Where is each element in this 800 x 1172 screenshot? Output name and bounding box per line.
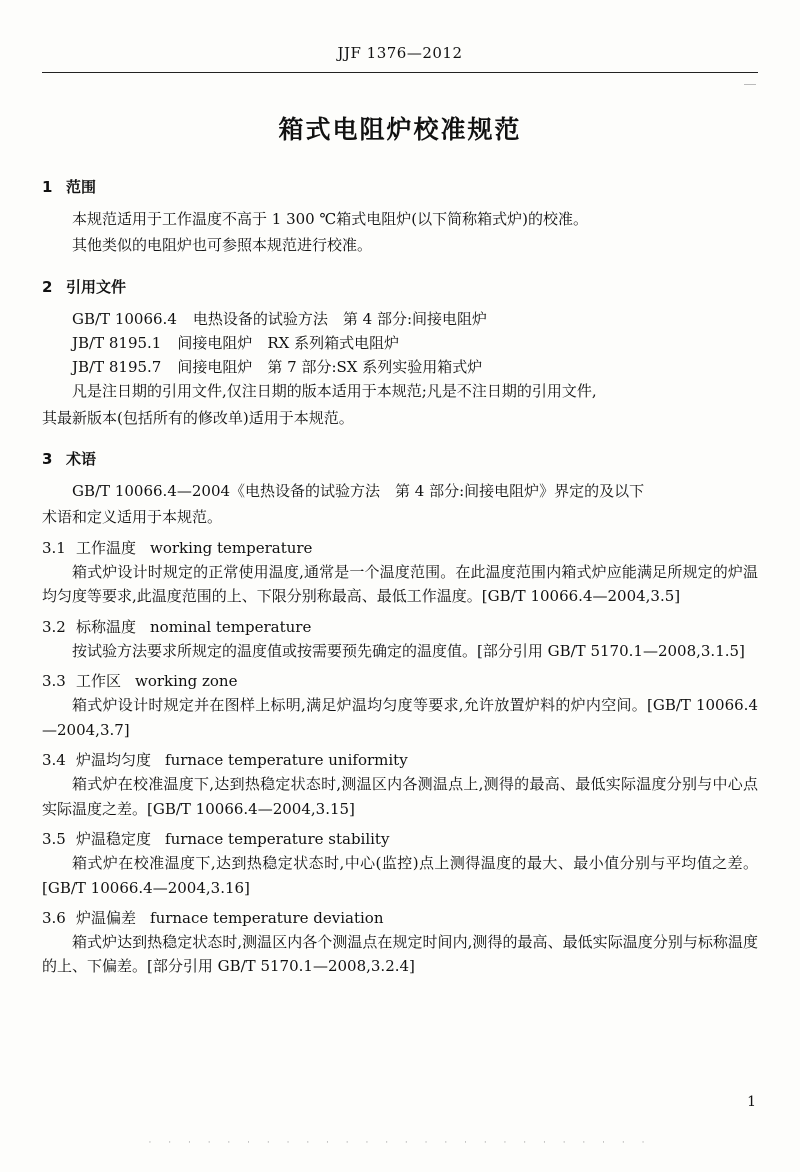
term-name-en: furnace temperature uniformity bbox=[165, 751, 408, 770]
footer-dot-row: · · · · · · · · · · · · · · · · · · · · · · · · · · bbox=[148, 1138, 652, 1148]
section-title-2: 引用文件 bbox=[66, 277, 127, 296]
term-name-cn: 工作温度 bbox=[76, 538, 137, 557]
section-2-paragraph-2: 其最新版本(包括所有的修改单)适用于本规范。 bbox=[42, 408, 354, 427]
section-number-1: 1 bbox=[42, 178, 53, 196]
section-title-3: 术语 bbox=[66, 450, 97, 469]
term-number: 3.1 bbox=[42, 538, 66, 557]
term-name-en: working temperature bbox=[150, 538, 313, 557]
term-body: 箱式炉设计时规定并在图样上标明,满足炉温均匀度等要求,允许放置炉料的炉内空间。[GB/T 10066.4—2004,3.7] bbox=[42, 696, 758, 739]
section-heading-3 bbox=[42, 448, 758, 469]
reference-text: 间接电阻炉 第 7 部分:SX 系列实验用箱式炉 bbox=[177, 358, 483, 377]
header-rule bbox=[42, 72, 758, 73]
term-body: 箱式炉在校准温度下,达到热稳定状态时,中心(监控)点上测得温度的最大、最小值分别与平均值之差。[GB/T 10066.4—2004,3.16] bbox=[42, 854, 758, 897]
margin-tick-mark bbox=[744, 84, 756, 85]
section-heading-1 bbox=[42, 176, 758, 197]
reference-item bbox=[42, 307, 758, 331]
term-number: 3.3 bbox=[42, 672, 66, 691]
reference-code: GB/T 10066.4 bbox=[72, 309, 177, 328]
term-number: 3.4 bbox=[42, 751, 66, 770]
section-1-paragraph-2: 其他类似的电阻炉也可参照本规范进行校准。 bbox=[72, 236, 373, 255]
page-header: JJF 1376—2012 bbox=[337, 44, 463, 62]
term-number: 3.5 bbox=[42, 829, 66, 848]
section-2-paragraph-1: 凡是注日期的引用文件,仅注日期的版本适用于本规范;凡是不注日期的引用文件, bbox=[72, 382, 597, 401]
term-name-en: furnace temperature deviation bbox=[150, 908, 384, 927]
term-name-cn: 工作区 bbox=[76, 672, 122, 691]
term-entry bbox=[42, 906, 758, 930]
term-body: 箱式炉达到热稳定状态时,测温区内各个测温点在规定时间内,测得的最高、最低实际温度分别与标称温度的上、下偏差。[部分引用 GB/T 5170.1—2008,3.2.4] bbox=[42, 933, 758, 976]
section-3-intro-2: 术语和定义适用于本规范。 bbox=[42, 508, 223, 527]
section-1-paragraph-1: 本规范适用于工作温度不高于 1 300 ℃箱式电阻炉(以下简称箱式炉)的校准。 bbox=[72, 210, 588, 228]
term-name-en: furnace temperature stability bbox=[165, 829, 390, 848]
term-name-cn: 炉温稳定度 bbox=[76, 829, 152, 848]
section-3-intro-1: GB/T 10066.4—2004《电热设备的试验方法 第 4 部分:间接电阻炉》界定的及以下 bbox=[72, 482, 645, 501]
page-number: 1 bbox=[747, 1094, 756, 1110]
term-name-cn: 炉温偏差 bbox=[76, 908, 137, 927]
reference-item bbox=[42, 331, 758, 355]
term-name-en: working zone bbox=[135, 672, 238, 691]
term-entry bbox=[42, 748, 758, 772]
term-name-en: nominal temperature bbox=[150, 617, 312, 636]
section-title-1: 范围 bbox=[66, 178, 97, 196]
term-body: 按试验方法要求所规定的温度值或按需要预先确定的温度值。[部分引用 GB/T 5170.1—2008,3.1.5] bbox=[72, 641, 745, 660]
term-number: 3.2 bbox=[42, 617, 66, 636]
term-name-cn: 标称温度 bbox=[76, 617, 137, 636]
page-title: 箱式电阻炉校准规范 bbox=[278, 115, 522, 144]
reference-code: JB/T 8195.1 bbox=[72, 333, 162, 352]
term-name-cn: 炉温均匀度 bbox=[76, 751, 152, 770]
term-entry bbox=[42, 669, 758, 693]
term-body: 箱式炉设计时规定的正常使用温度,通常是一个温度范围。在此温度范围内箱式炉应能满足所规定的炉温均匀度等要求,此温度范围的上、下限分别称最高、最低工作温度。[GB/T 10066.4—2004,3.5] bbox=[42, 562, 758, 606]
term-entry bbox=[42, 827, 758, 851]
reference-code: JB/T 8195.7 bbox=[72, 358, 162, 377]
term-entry bbox=[42, 615, 758, 639]
reference-text: 间接电阻炉 RX 系列箱式电阻炉 bbox=[177, 333, 400, 352]
section-number-3: 3 bbox=[42, 450, 53, 469]
reference-text: 电热设备的试验方法 第 4 部分:间接电阻炉 bbox=[192, 309, 488, 328]
section-number-2: 2 bbox=[42, 277, 53, 296]
section-heading-2 bbox=[42, 276, 758, 297]
document-body bbox=[42, 96, 758, 981]
term-number: 3.6 bbox=[42, 908, 66, 927]
reference-item bbox=[42, 355, 758, 379]
term-body: 箱式炉在校准温度下,达到热稳定状态时,测温区内各测温点上,测得的最高、最低实际温度分别与中心点实际温度之差。[GB/T 10066.4—2004,3.15] bbox=[42, 775, 758, 818]
term-entry bbox=[42, 536, 758, 560]
